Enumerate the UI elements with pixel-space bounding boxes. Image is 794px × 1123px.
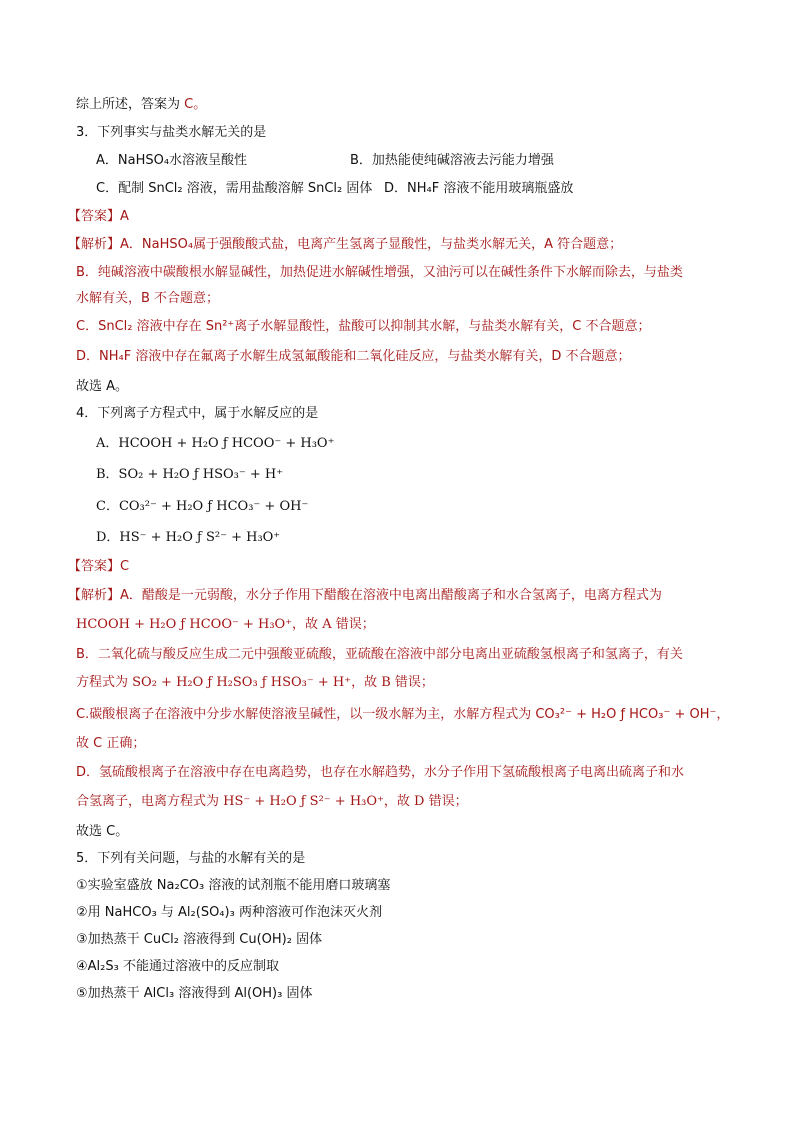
question-4-title: 4．下列离子方程式中，属于水解反应的是 xyxy=(76,406,319,421)
explanation-tag: C． xyxy=(76,319,99,334)
explanation-text: NH₄F 溶液中存在氟离子水解生成氢氟酸能和二氧化硅反应，与盐类水解有关，D 不合题意； xyxy=(99,349,631,364)
question-5-item-1: ①实验室盛放 Na₂CO₃ 溶液的试剂瓶不能用磨口玻璃塞 xyxy=(76,878,391,893)
question-4-final: 故选 C。 xyxy=(76,824,129,839)
question-4-explanation-d1: D．氢硫酸根离子在溶液中存在电离趋势，也存在水解趋势，水分子作用下氢硫酸根离子电离出硫离子和水 xyxy=(76,765,685,780)
question-4-explanation-b1: B．二氧化硫与酸反应生成二元中强酸亚硫酸，亚硫酸在溶液中部分电离出亚硫酸氢根离子和氢离子，有关 xyxy=(76,647,683,662)
question-3-final: 故选 A。 xyxy=(76,379,129,394)
question-4-option-d: D．HS⁻ + H₂O ƒ S²⁻ + H₃O⁺ xyxy=(96,530,281,545)
question-4-option-c: C．CO₃²⁻ + H₂O ƒ HCO₃⁻ + OH⁻ xyxy=(96,499,309,514)
question-4-explanation-a1 xyxy=(68,586,662,606)
question-3-explanation-c xyxy=(76,317,651,337)
explanation-text: 醋酸是一元弱酸，水分子作用下醋酸在溶液中电离出醋酸离子和水合氢离子，电离方程式为 xyxy=(141,588,662,603)
question-5-item-5: ⑤加热蒸干 AlCl₃ 溶液得到 Al(OH)₃ 固体 xyxy=(76,986,313,1001)
question-3-title: 3．下列事实与盐类水解无关的是 xyxy=(76,125,267,140)
explanation-text: SnCl₂ 溶液中存在 Sn²⁺离子水解显酸性，盐酸可以抑制其水解，与盐类水解有关，C 不合题意； xyxy=(98,319,651,334)
question-5-item-3: ③加热蒸干 CuCl₂ 溶液得到 Cu(OH)₂ 固体 xyxy=(76,932,323,947)
question-4-option-b: B．SO₂ + H₂O ƒ HSO₃⁻ + H⁺ xyxy=(96,467,284,482)
question-3-option-a: A．NaHSO₄水溶液呈酸性 xyxy=(96,153,248,168)
question-4-explanation-b2: 方程式为 SO₂ + H₂O ƒ H₂SO₃ ƒ HSO₃⁻ + H⁺，故 B 错误； xyxy=(76,675,434,690)
question-3-answer: 【答案】A xyxy=(68,209,129,224)
explanation-tag: D． xyxy=(76,349,100,364)
question-4-explanation-c1: C.碳酸根离子在溶液中分步水解使溶液呈碱性，以一级水解为主，水解方程式为 CO₃²⁻ + H₂O ƒ HCO₃⁻ + OH⁻， xyxy=(76,707,730,722)
summary-line xyxy=(76,95,206,115)
question-4-explanation-d2: 合氢离子，电离方程式为 HS⁻ + H₂O ƒ S²⁻ + H₃O⁺，故 D 错误； xyxy=(76,794,468,809)
question-3-explanation-b1: B．纯碱溶液中碳酸根水解显碱性，加热促进水解碱性增强，又油污可以在碱性条件下水解而除去，与盐类 xyxy=(76,265,683,280)
explanation-tag: 【解析】A． xyxy=(68,237,142,252)
question-5-title: 5．下列有关问题，与盐的水解有关的是 xyxy=(76,851,306,866)
question-3-option-c: C．配制 SnCl₂ 溶液，需用盐酸溶解 SnCl₂ 固体 xyxy=(96,181,373,196)
summary-answer: C。 xyxy=(184,97,207,112)
question-3-explanation-a xyxy=(68,235,622,255)
explanation-tag: 【解析】A． xyxy=(68,588,142,603)
summary-text: 综上所述，答案为 xyxy=(76,97,185,112)
question-3-option-d: D．NH₄F 溶液不能用玻璃瓶盛放 xyxy=(384,181,574,196)
explanation-text: NaHSO₄属于强酸酸式盐，电离产生氢离子显酸性，与盐类水解无关，A 符合题意； xyxy=(141,237,623,252)
question-3-option-b: B．加热能使纯碱溶液去污能力增强 xyxy=(350,153,554,168)
question-4-explanation-a2: HCOOH + H₂O ƒ HCOO⁻ + H₃O⁺，故 A 错误； xyxy=(76,617,375,632)
question-3-explanation-b2: 水解有关，B 不合题意； xyxy=(76,291,220,306)
question-4-explanation-c2: 故 C 正确； xyxy=(76,736,146,751)
question-5-item-4: ④Al₂S₃ 不能通过溶液中的反应制取 xyxy=(76,959,279,974)
question-3-explanation-d xyxy=(76,347,630,367)
question-4-option-a: A．HCOOH + H₂O ƒ HCOO⁻ + H₃O⁺ xyxy=(96,436,335,451)
question-4-answer: 【答案】C xyxy=(68,559,130,574)
question-5-item-2: ②用 NaHCO₃ 与 Al₂(SO₄)₃ 两种溶液可作泡沫灭火剂 xyxy=(76,905,382,920)
